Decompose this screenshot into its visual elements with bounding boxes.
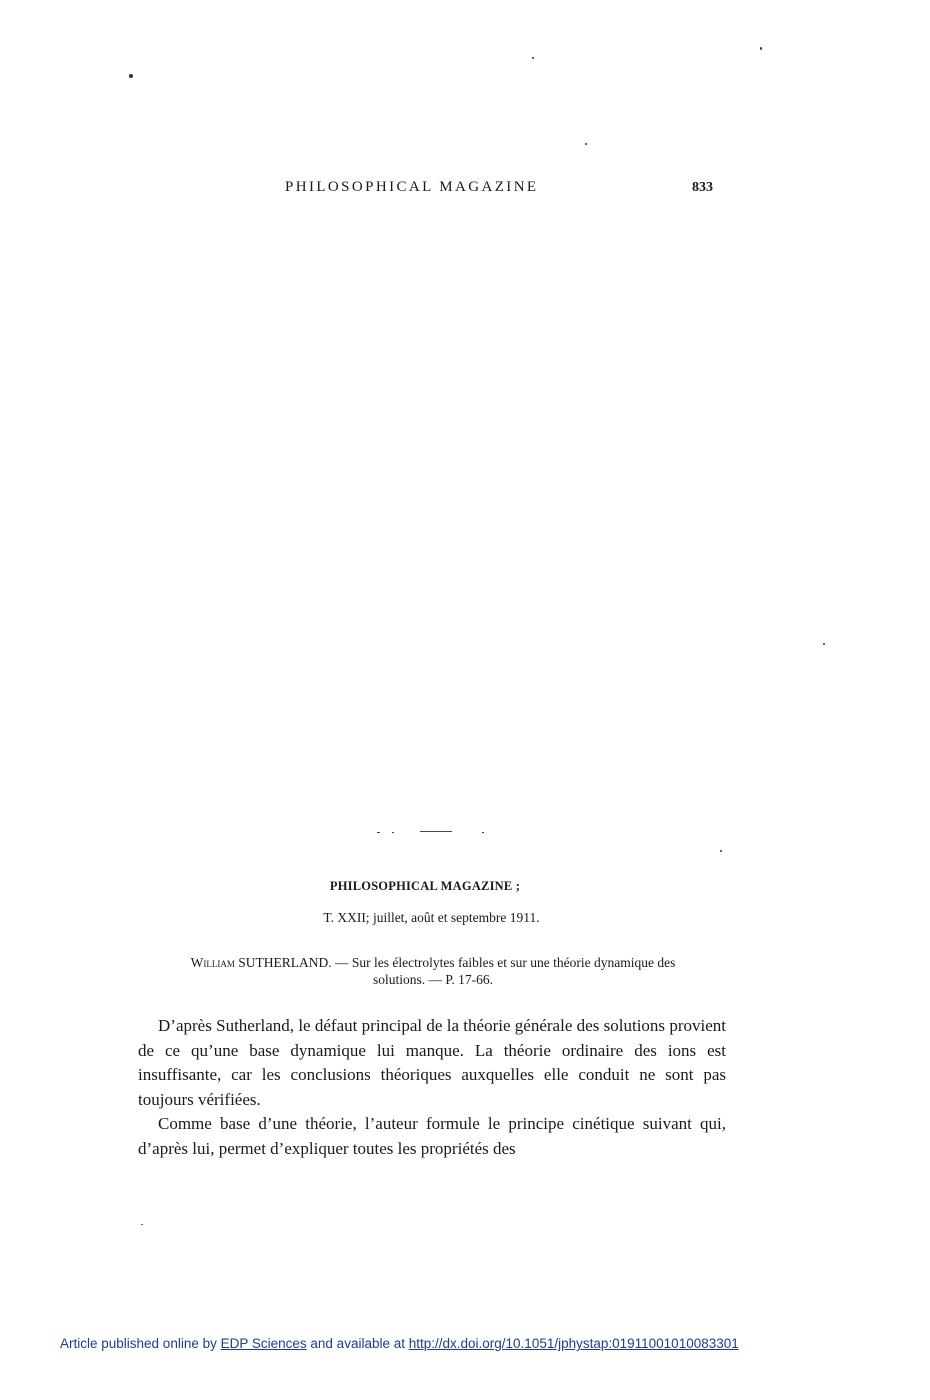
- body-text: [138, 1014, 726, 1161]
- separator-rule: [392, 832, 394, 833]
- separator-rule: [482, 832, 484, 833]
- footer-prefix: Article published online by: [60, 1336, 221, 1351]
- publication-footer: [60, 1336, 920, 1351]
- scan-speck: [129, 74, 133, 78]
- running-title: PHILOSOPHICAL MAGAZINE: [285, 179, 539, 195]
- scan-speck: [585, 143, 587, 145]
- page-number: 833: [692, 180, 713, 195]
- scan-speck: [532, 57, 534, 59]
- scan-speck: [720, 850, 722, 852]
- scan-speck: [141, 1224, 143, 1225]
- article-author: William SUTHERLAND.: [190, 955, 332, 970]
- article-title: — Sur les électrolytes faibles et sur une théorie dynamique des solutions. — P. 17-66.: [331, 955, 676, 987]
- doi-link[interactable]: http://dx.doi.org/10.1051/jphystap:01911001010083301: [408, 1336, 739, 1351]
- scan-speck: [823, 643, 825, 645]
- separator-rule: [377, 832, 380, 833]
- article-reference: [168, 954, 698, 988]
- running-header: [0, 179, 930, 201]
- footer-middle: and available at: [306, 1336, 409, 1351]
- separator-rule: [420, 831, 452, 832]
- body-paragraph: D’après Sutherland, le défaut principal de la théorie générale des solutions provient de ce qu’une base dynamique lui manque. La théorie ordinaire des ions est insuffisante, car les conclusions théoriques auxquelles elle conduit ne sont pas toujours vérifiées.: [138, 1016, 726, 1109]
- section-title: PHILOSOPHICAL MAGAZINE ;: [329, 879, 521, 893]
- body-paragraph: Comme base d’une théorie, l’auteur formule le principe cinétique suivant qui, d’après lui, permet d’expliquer toutes les propriétés des: [138, 1114, 726, 1158]
- publisher-link[interactable]: EDP Sciences: [220, 1336, 307, 1351]
- scan-speck: [760, 47, 762, 50]
- issue-line: T. XXII; juillet, août et septembre 1911.: [323, 910, 540, 925]
